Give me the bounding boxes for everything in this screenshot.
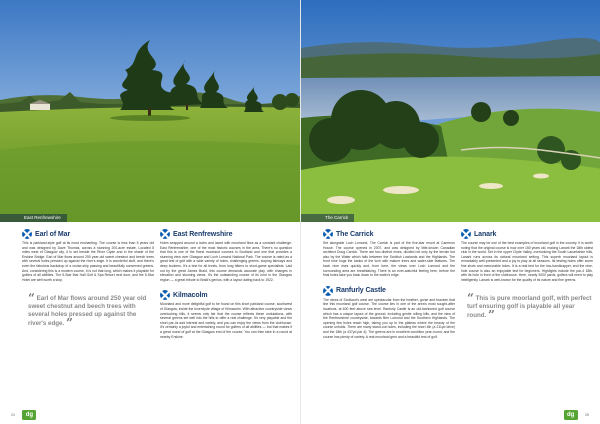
scotland-flag-icon xyxy=(461,229,471,239)
page-number: 25 xyxy=(585,412,589,417)
the-carrick-photo xyxy=(301,0,600,222)
pull-quote xyxy=(22,291,154,331)
scotland-flag-icon xyxy=(323,286,333,296)
magazine-logo: dg xyxy=(22,410,36,420)
pull-quote-text: This is pure moorland golf, with perfect turf ensuring golf is playable all year round. xyxy=(467,295,592,320)
photo-caption: The Carrick xyxy=(301,214,354,222)
section-title: Kilmacolm xyxy=(173,291,208,299)
right-footer xyxy=(564,406,592,418)
section-body-ranfurly-castle: The views of Scotland's west are spectacular from the heather, gorse and bracken that line this moorland golf course. The course lies in one of the area's most sought-after locations, at 600 feet above sea level. Ranfurly Castle is an old-fashioned golf course which has a unique layout of the ground, including gentle rolling hills, and the view of the Renfrewshire countryside, towards Ben Lomond and the Southern Highlands. The opening few holes reach high, taking you up to the plateau where the beauty of the course unfolds. There are many stand-out holes, including the short 4th (a 211yd drive) and the 18th (a 437yd par 4). The greens are in excellent condition year-round, and the course has plenty of variety. A real moorland gem and a beautiful test of golf. xyxy=(323,297,455,339)
page-number: 24 xyxy=(11,412,15,417)
left-footer xyxy=(8,406,36,418)
section-title: East Renfrewshire xyxy=(173,230,233,238)
section-body-lanark: The course may be one of the best examples of moorland golf in the country. It is worth noting that the original course is now over 150 years old, making Lanark the 18th oldest club in the world. Set in the upper Clyde Valley, overlooking the South Lanarkshire hills, Lanark runs across its natural moorland setting. This superb moorland layout is remarkably well-presented and a joy to play at all seasons. Its testing holes offer some fine shots and memorable holes. It is a real test for the low-handicapper, and the nine-hole course is also an enjoyable test for beginners. Highlights include the par-4 18th, with its hole in front of the clubhouse. Here, nearly 3000 yards, golfers will need to play intelligently. Lanark is well-known for the quality of its nature and fine greens. xyxy=(461,241,593,282)
section-body-earl-of-mar: This is parkland-style golf at its most enchanting. The course is less than 5 years old and was designed by Dave Thomas, across a stunning 200-acre estate. Located 5 miles west of Glasgow city, it is set beside the River Clyde and in the shade of the Erskine Bridge. Earl of Mar flows around 250 year-old sweet chestnut and beech trees with several holes pressed up against the river's edge. It is wonderful stuff, and there's even the fabulous backdrop of a cruise-ship passing and beautifully conserved greens. And, considering this is a modern course, it is not that long, which makes it playable for golfers of all abilities. The 5-Star Mar Hall Golf & Spa Resort next door, and the 5-Star Hotel are well worth a stop. xyxy=(22,241,154,282)
section-heading-east-renfrewshire xyxy=(160,229,292,239)
pull-quote-text: Earl of Mar flows around 250 year old sweet chestnut and beech trees with several holes pressed up against the river's edge. xyxy=(28,295,147,328)
scotland-flag-icon xyxy=(22,229,32,239)
close-quote-icon: ” xyxy=(65,316,73,331)
right-page xyxy=(300,0,600,424)
left-column-2 xyxy=(160,229,292,339)
section-title: Lanark xyxy=(474,230,497,238)
east-renfrewshire-photo xyxy=(0,0,300,222)
open-quote-icon: “ xyxy=(467,291,474,306)
section-title: The Carrick xyxy=(336,230,374,238)
scotland-flag-icon xyxy=(160,229,170,239)
section-heading-the-carrick xyxy=(323,229,455,239)
open-quote-icon: “ xyxy=(28,291,35,306)
photo-caption: East Renfrewshire xyxy=(0,214,67,222)
section-title: Ranfurly Castle xyxy=(336,287,386,295)
left-column-1 xyxy=(22,229,154,331)
section-body-kilmacolm: Moorland and more delightful golf to be found on this short parkland course, southwest of Glasgow, inside the Inverclyde village of Kilmacolm. With attractive countryside views overlooking hills, it seems only fair that the course reflects these undulations, with several greens set well into the hills to offer a real challenge. It's very playable and the short par-4s add interest and variety, and you can enjoy the views from the clubhouse. It's certainly a joyful and entertaining round for golfers of all abilities — but that makes it a great round of golf at the Glasgow end of the course. You can then take in a round at nearby Erskine. xyxy=(160,302,292,339)
section-title: Earl of Mar xyxy=(35,230,71,238)
magazine-logo: dg xyxy=(564,410,578,420)
section-heading-lanark xyxy=(461,229,593,239)
close-quote-icon: ” xyxy=(487,308,495,323)
section-heading-earl-of-mar xyxy=(22,229,154,239)
right-column-2 xyxy=(461,229,593,323)
right-columns xyxy=(301,229,600,399)
section-heading-ranfurly-castle xyxy=(323,286,455,296)
pull-quote xyxy=(461,291,593,323)
right-column-1 xyxy=(323,229,455,339)
section-body-the-carrick: Set alongside Loch Lomond, The Carrick is part of the five-star resort at Cameron House. The course opened in 2007, and was designed by little-known Canadian architect Doug Carrick. There are two distinct nines, divided not only by the terrain but also by the Water which falls between the Scottish Lowlands and the Highlands. The front nine hugs the banks of the loch with mature trees and water-side features. The back nine rises quickly and, from here, the views over Loch Lomond and the surrounding area are breathtaking. There is an ever-watchful feeling here, before the final holes take you back down to the water's edge. xyxy=(323,241,455,278)
section-heading-kilmacolm xyxy=(160,290,292,300)
left-columns xyxy=(0,229,300,399)
scotland-flag-icon xyxy=(323,229,333,239)
section-body-east-renfrewshire: Holes wrapped around a lochs and laced with moorland flora as a constant challenge. East Renfrewshire, one of the most historic courses in the area. There's no question that this is one of the finest moorland courses in Scotland and one that provides a stunning view over Glasgow and Loch Lomond National Park. The course is rated as a great test of golf with a wide variety of holes, challenging greens, sloping fairways and deep bunkers. It's a test for all levels, from long hitters to short-game specialists. Laid out by the great James Braid, this course demands accurate play, with changes in elevation and stunning views. It's the outstanding course of its kind in the Glasgow region — a great tribute to Braid's genius, with a layout dating back to 1922. xyxy=(160,241,292,282)
scotland-flag-icon xyxy=(160,290,170,300)
